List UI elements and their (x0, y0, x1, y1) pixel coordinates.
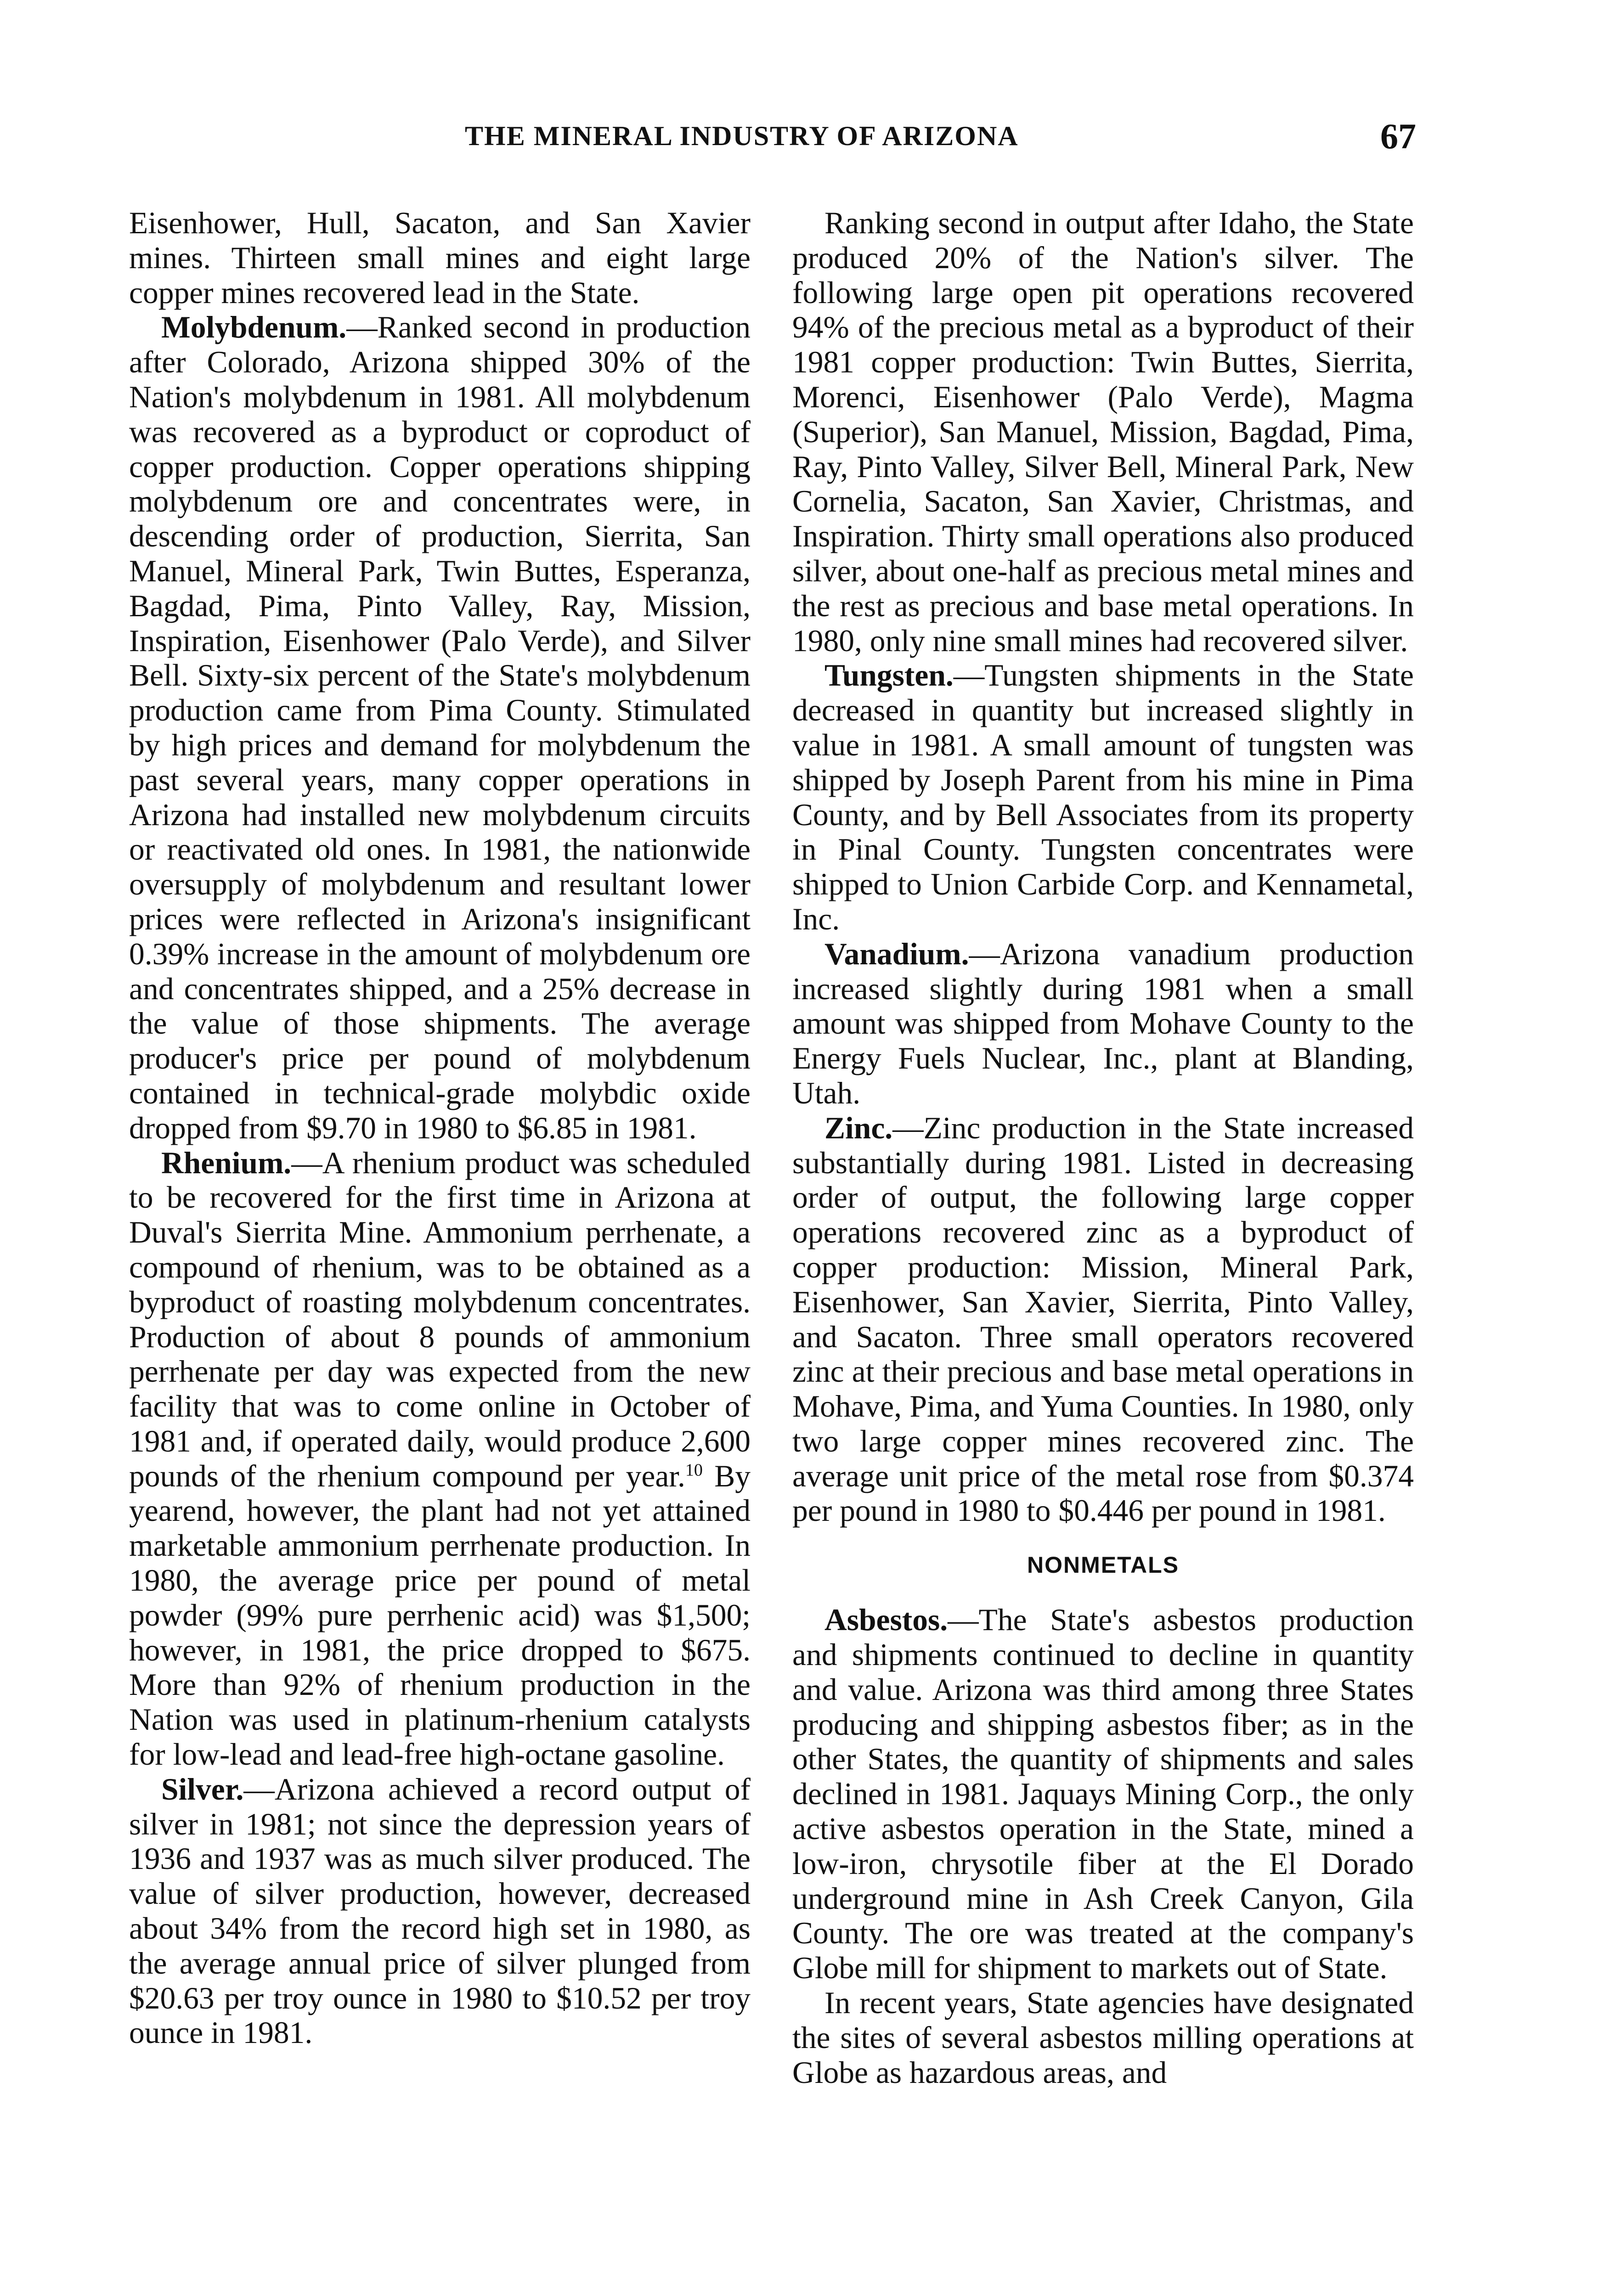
paragraph-vanadium (792, 937, 1414, 1111)
zinc-heading: Zinc. (824, 1110, 893, 1145)
right-column (792, 206, 1414, 2090)
paragraph-lead-continuation: Eisenhower, Hull, Sacaton, and San Xavier mines. Thirteen small mines and eight large copper mines recovered lead in the State. (129, 206, 751, 310)
rhenium-text-a: —A rhenium product was scheduled to be recovered for the first time in Arizona at Duval's Sierrita Mine. Ammonium perrhenate, a compound of rhenium, was to be obtained as a byproduct of roasting molybdenum concentrates. Production of about 8 pounds of ammonium perrhenate per day was expected from the new facility that was to come online in October of 1981 and, if operated daily, would produce 2,600 pounds of the rhenium compound per year. (129, 1145, 751, 1493)
running-head: THE MINERAL INDUSTRY OF ARIZONA (465, 121, 1019, 151)
paragraph-zinc (792, 1111, 1414, 1529)
silver-heading: Silver. (161, 1772, 244, 1806)
rhenium-text-b: By yearend, however, the plant had not yet attained marketable ammonium perrhenate production. In 1980, the average price per pound of metal powder (99% pure perrhenic acid) was $1,500; however, in 1981, the price dropped to $675. More than 92% of rhenium production in the Nation was used in platinum-rhenium catalysts for low-lead and lead-free high-octane gasoline. (129, 1458, 751, 1772)
vanadium-heading: Vanadium. (824, 936, 969, 971)
silver-text: —Arizona achieved a record output of silver in 1981; not since the depression years of 1936 and 1937 was as much silver produced. The value of silver production, however, decreased about 34% from the record high set in 1980, as the average annual price of silver plunged from $20.63 per troy ounce in 1980 to $10.52 per troy ounce in 1981. (129, 1772, 751, 2050)
paragraph-asbestos-sites: In recent years, State agencies have designated the sites of several asbestos milling operations at Globe as hazardous areas, and (792, 1986, 1414, 2090)
asbestos-heading: Asbestos. (824, 1603, 948, 1638)
left-column (129, 206, 751, 2050)
asbestos-text: —The State's asbestos production and shipments continued to decline in quantity and value. Arizona was third among three States producing and shipping asbestos fiber; as in the other States, the quantity of shipments and sales declined in 1981. Jaquays Mining Corp., the only active asbestos operation in the State, mined a low-iron, chrysotile fiber at the El Dorado underground mine in Ash Creek Canyon, Gila County. The ore was treated at the company's Globe mill for shipment to markets out of State. (792, 1603, 1414, 1986)
zinc-text: —Zinc production in the State increased substantially during 1981. Listed in decreasing order of output, the following large copper operations recovered zinc as a byproduct of copper production: Mission, Mineral Park, Eisenhower, San Xavier, Sierrita, Pinto Valley, and Sacaton. Three small operators recovered zinc at their precious and base metal operations in Mohave, Pima, and Yuma Counties. In 1980, only two large copper mines recovered zinc. The average unit price of the metal rose from $0.374 per pound in 1980 to $0.446 per pound in 1981. (792, 1110, 1414, 1528)
molybdenum-text: —Ranked second in production after Colorado, Arizona shipped 30% of the Nation's molybdenum in 1981. All molybdenum was recovered as a byproduct or coproduct of copper production. Copper operations shipping molybdenum ore and concentrates were, in descending order of production, Sierrita, San Manuel, Mineral Park, Twin Buttes, Esperanza, Bagdad, Pima, Pinto Valley, Ray, Mission, Inspiration, Eisenhower (Palo Verde), and Silver Bell. Sixty-six percent of the State's molybdenum production came from Pima County. Stimulated by high prices and demand for molybdenum the past several years, many copper operations in Arizona had installed new molybdenum circuits or reactivated old ones. In 1981, the nationwide oversupply of molybdenum and resultant lower prices were reflected in Arizona's insignificant 0.39% increase in the amount of molybdenum ore and concentrates shipped, and a 25% decrease in the value of those shipments. The average producer's price per pound of molybdenum contained in technical-grade molybdic oxide dropped from $9.70 in 1980 to $6.85 in 1981. (129, 310, 751, 1145)
section-heading-nonmetals: NONMETALS (1027, 1552, 1179, 1578)
molybdenum-heading: Molybdenum. (161, 310, 347, 345)
paragraph-asbestos (792, 1603, 1414, 1986)
paragraph-silver (129, 1772, 751, 2050)
rhenium-heading: Rhenium. (161, 1145, 292, 1180)
paragraph-rhenium (129, 1146, 751, 1772)
page-number: 67 (1380, 116, 1416, 156)
footnote-marker: 10 (685, 1460, 703, 1480)
paragraph-molybdenum (129, 310, 751, 1145)
tungsten-text: —Tungsten shipments in the State decreased in quantity but increased slightly in value in 1981. A small amount of tungsten was shipped by Joseph Parent from his mine in Pima County, and by Bell Associates from its property in Pinal County. Tungsten concentrates were shipped to Union Carbide Corp. and Kennametal, Inc. (792, 658, 1414, 936)
paragraph-silver-continued: Ranking second in output after Idaho, the State produced 20% of the Nation's silver. The following large open pit operations recovered 94% of the precious metal as a byproduct of their 1981 copper production: Twin Buttes, Sierrita, Morenci, Eisenhower (Palo Verde), Magma (Superior), San Manuel, Mission, Bagdad, Pima, Ray, Pinto Valley, Silver Bell, Mineral Park, New Cornelia, Sacaton, San Xavier, Christmas, and Inspiration. Thirty small operations also produced silver, about one-half as precious metal mines and the rest as precious and base metal operations. In 1980, only nine small mines had recovered silver. (792, 206, 1414, 658)
paragraph-tungsten (792, 658, 1414, 936)
vanadium-text: —Arizona vanadium production increased slightly during 1981 when a small amount was shipped from Mohave County to the Energy Fuels Nuclear, Inc., plant at Blanding, Utah. (792, 936, 1414, 1110)
tungsten-heading: Tungsten. (824, 658, 954, 693)
